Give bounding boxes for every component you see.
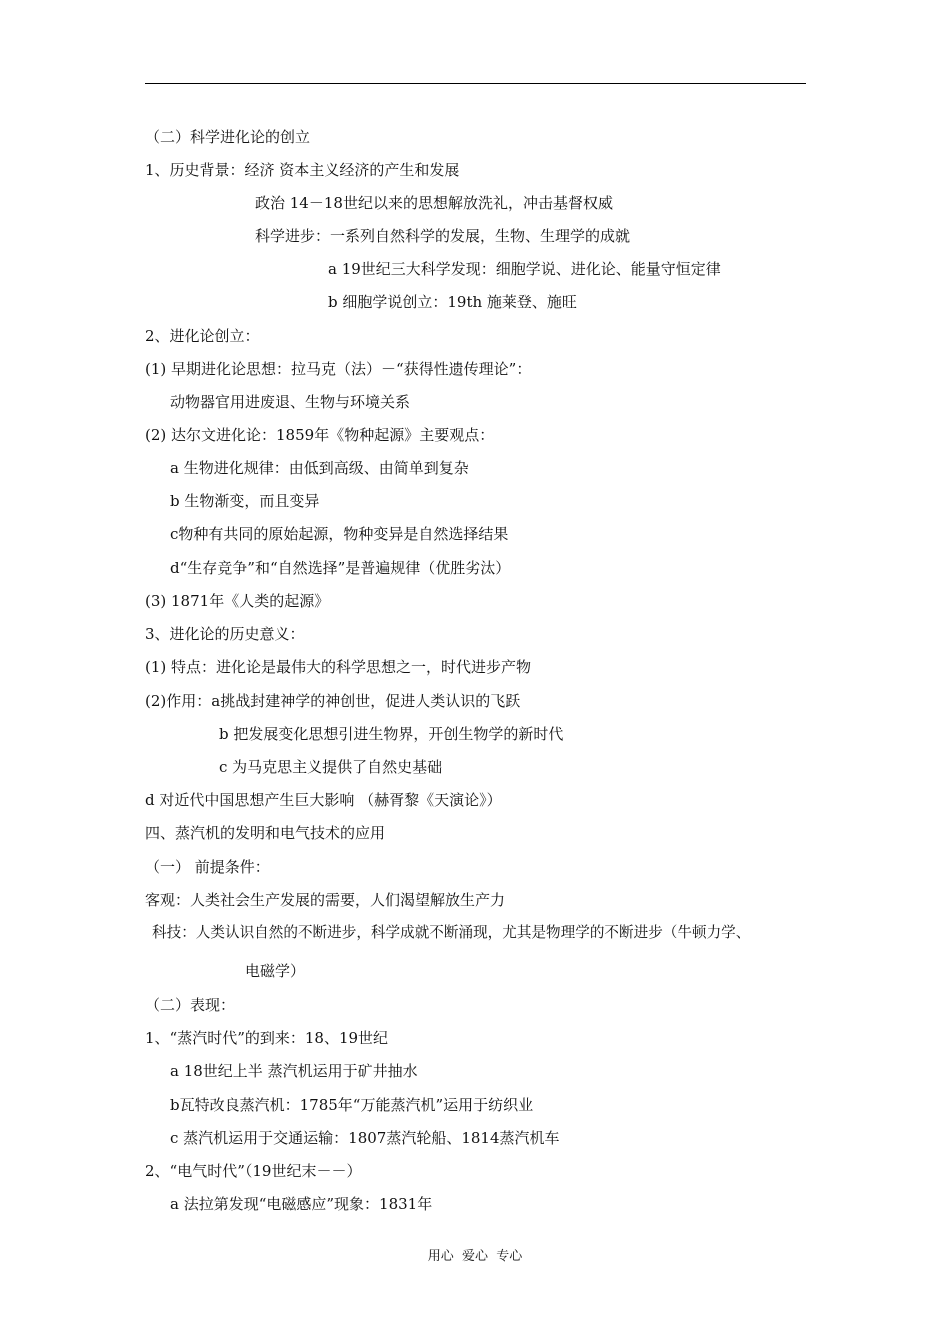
text-line: a 法拉第发现“电磁感应”现象：1831年 bbox=[170, 1195, 433, 1213]
text-line: d 对近代中国思想产生巨大影响 （赫胥黎《天演论》） bbox=[145, 791, 502, 809]
text-line: a 生物进化规律：由低到高级、由简单到复杂 bbox=[170, 459, 469, 477]
text-line: b 把发展变化思想引进生物界，开创生物学的新时代 bbox=[219, 725, 564, 743]
header-rule bbox=[145, 83, 806, 84]
text-line: （一） 前提条件： bbox=[145, 858, 270, 876]
text-line: 1、历史背景：经济 资本主义经济的产生和发展 bbox=[145, 161, 460, 179]
text-line: c 蒸汽机运用于交通运输：1807蒸汽轮船、1814蒸汽机车 bbox=[170, 1129, 560, 1147]
text-line: (1) 特点：进化论是最伟大的科学思想之一，时代进步产物 bbox=[145, 658, 532, 676]
text-line: d“生存竞争”和“自然选择”是普遍规律（优胜劣汰） bbox=[170, 559, 511, 577]
text-line: (2)作用：a挑战封建神学的神创世，促进人类认识的飞跃 bbox=[145, 692, 521, 710]
text-line: 科技：人类认识自然的不断进步，科学成就不断涌现，尤其是物理学的不断进步（牛顿力学、 bbox=[152, 924, 751, 941]
text-line: 2、“电气时代”（19世纪末－－） bbox=[145, 1162, 362, 1180]
text-line: (1) 早期进化论思想：拉马克（法）－“获得性遗传理论”： bbox=[145, 360, 532, 378]
text-line: 政治 14－18世纪以来的思想解放洗礼，冲击基督权威 bbox=[255, 194, 613, 212]
section-heading: （二）科学进化论的创立 bbox=[145, 128, 311, 146]
text-line: 2、进化论创立： bbox=[145, 327, 260, 345]
text-line: b瓦特改良蒸汽机：1785年“万能蒸汽机”运用于纺织业 bbox=[170, 1096, 534, 1114]
text-line: (3) 1871年《人类的起源》 bbox=[145, 592, 330, 610]
text-line: 1、“蒸汽时代”的到来：18、19世纪 bbox=[145, 1029, 389, 1047]
section-heading: 四、蒸汽机的发明和电气技术的应用 bbox=[145, 824, 386, 842]
text-line: c 为马克思主义提供了自然史基础 bbox=[219, 758, 443, 776]
text-line: 科学进步：一系列自然科学的发展，生物、生理学的成就 bbox=[255, 227, 631, 245]
text-line: c物种有共同的原始起源，物种变异是自然选择结果 bbox=[170, 525, 509, 543]
page-footer: 用心 爱心 专心 bbox=[427, 1249, 523, 1264]
text-line: 电磁学） bbox=[245, 962, 306, 980]
text-line: 3、进化论的历史意义： bbox=[145, 625, 305, 643]
text-line: （二）表现： bbox=[145, 996, 236, 1014]
text-line: a 18世纪上半 蒸汽机运用于矿井抽水 bbox=[170, 1062, 418, 1080]
text-line: a 19世纪三大科学发现：细胞学说、进化论、能量守恒定律 bbox=[328, 260, 721, 278]
text-line: 动物器官用进废退、生物与环境关系 bbox=[170, 393, 411, 411]
text-line: b 生物渐变，而且变异 bbox=[170, 492, 320, 510]
text-line: b 细胞学说创立：19th 施莱登、施旺 bbox=[328, 293, 577, 311]
text-line: 客观：人类社会生产发展的需要，人们渴望解放生产力 bbox=[145, 891, 506, 909]
text-line: (2) 达尔文进化论：1859年《物种起源》主要观点： bbox=[145, 426, 495, 444]
